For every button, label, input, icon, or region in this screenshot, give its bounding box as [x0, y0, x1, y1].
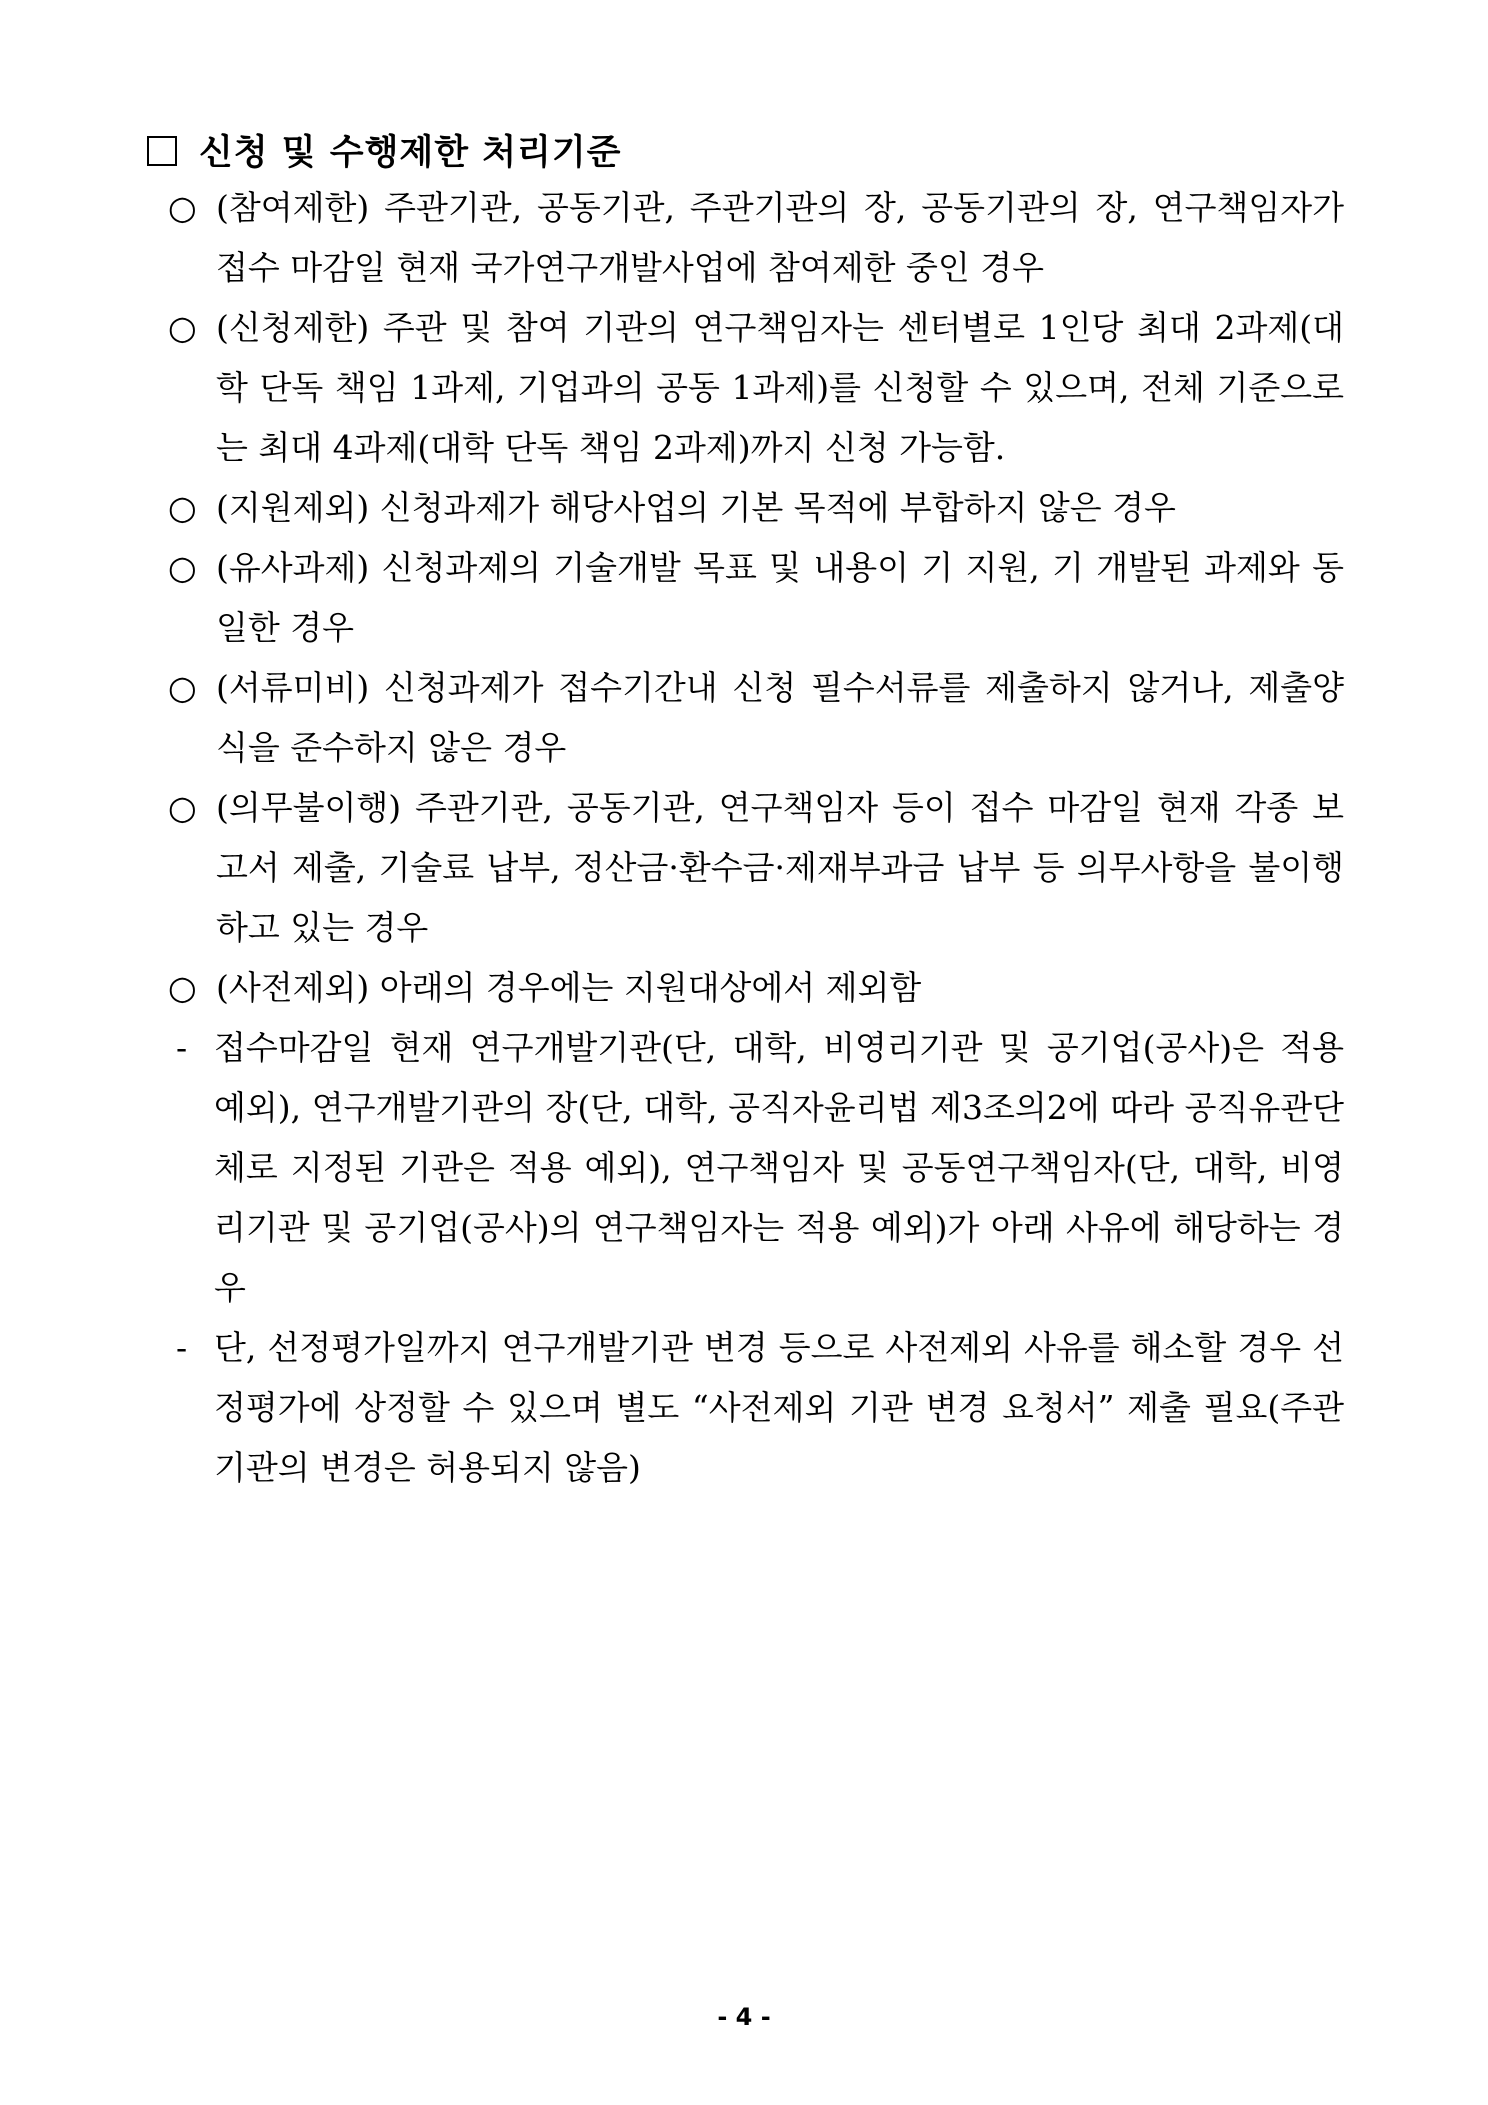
list-item [168, 778, 1344, 958]
section-heading [143, 128, 1343, 178]
bullet-marker: ○ [168, 188, 197, 227]
list-item [168, 538, 1344, 658]
list-item [168, 478, 1344, 538]
sub-list-item [176, 1318, 1344, 1498]
list-item-text: (유사과제) 신청과제의 기술개발 목표 및 내용이 기 지원, 기 개발된 과제와 동일한 경우 [216, 548, 1344, 647]
list-item [168, 658, 1344, 778]
list-item [168, 298, 1344, 478]
list-item-text: (서류미비) 신청과제가 접수기간내 신청 필수서류를 제출하지 않거나, 제출양식을 준수하지 않은 경우 [216, 668, 1344, 767]
list-item-text: (신청제한) 주관 및 참여 기관의 연구책임자는 센터별로 1인당 최대 2과제(대학 단독 책임 1과제, 기업과의 공동 1과제)를 신청할 수 있으며, 전체 기준으로는 최대 4과제(대학 단독 책임 2과제)까지 신청 가능함. [216, 308, 1344, 467]
bullet-marker: ○ [168, 668, 197, 707]
list-item-text: (의무불이행) 주관기관, 공동기관, 연구책임자 등이 접수 마감일 현재 각종 보고서 제출, 기술료 납부, 정산금·환수금·제재부과금 납부 등 의무사항을 불이행하고 있는 경우 [216, 788, 1344, 947]
bullet-marker: ○ [168, 308, 197, 347]
list-item [168, 178, 1344, 298]
sub-list-item-text: 단, 선정평가일까지 연구개발기관 변경 등으로 사전제외 사유를 해소할 경우 선정평가에 상정할 수 있으며 별도 “사전제외 기관 변경 요청서” 제출 필요(주관기관의 변경은 허용되지 않음) [214, 1328, 1344, 1487]
dash-marker: - [176, 1028, 188, 1067]
list-item-text: (사전제외) 아래의 경우에는 지원대상에서 제외함 [216, 968, 922, 1007]
sub-list-item [176, 1018, 1344, 1318]
bullet-marker: ○ [168, 548, 197, 587]
bullet-marker: ○ [168, 788, 197, 827]
section-heading-text: 신청 및 수행제한 처리기준 [199, 133, 622, 173]
sub-list-item-text: 접수마감일 현재 연구개발기관(단, 대학, 비영리기관 및 공기업(공사)은 적용 예외), 연구개발기관의 장(단, 대학, 공직자윤리법 제3조의2에 따라 공직유관단체로 지정된 기관은 적용 예외), 연구책임자 및 공동연구책임자(단, 대학, 비영리기관 및 공기업(공사)의 연구책임자는 적용 예외)가 아래 사유에 해당하는 경우 [214, 1028, 1344, 1307]
dash-marker: - [176, 1328, 188, 1367]
list-item-text: (지원제외) 신청과제가 해당사업의 기본 목적에 부합하지 않은 경우 [216, 488, 1176, 527]
page-number: - 4 - [717, 2003, 771, 2031]
checkbox-square-icon [147, 136, 177, 166]
list-item-text: (참여제한) 주관기관, 공동기관, 주관기관의 장, 공동기관의 장, 연구책임자가 접수 마감일 현재 국가연구개발사업에 참여제한 중인 경우 [216, 188, 1344, 287]
bullet-marker: ○ [168, 968, 197, 1007]
bullet-marker: ○ [168, 488, 197, 527]
list-item [168, 958, 1344, 1018]
